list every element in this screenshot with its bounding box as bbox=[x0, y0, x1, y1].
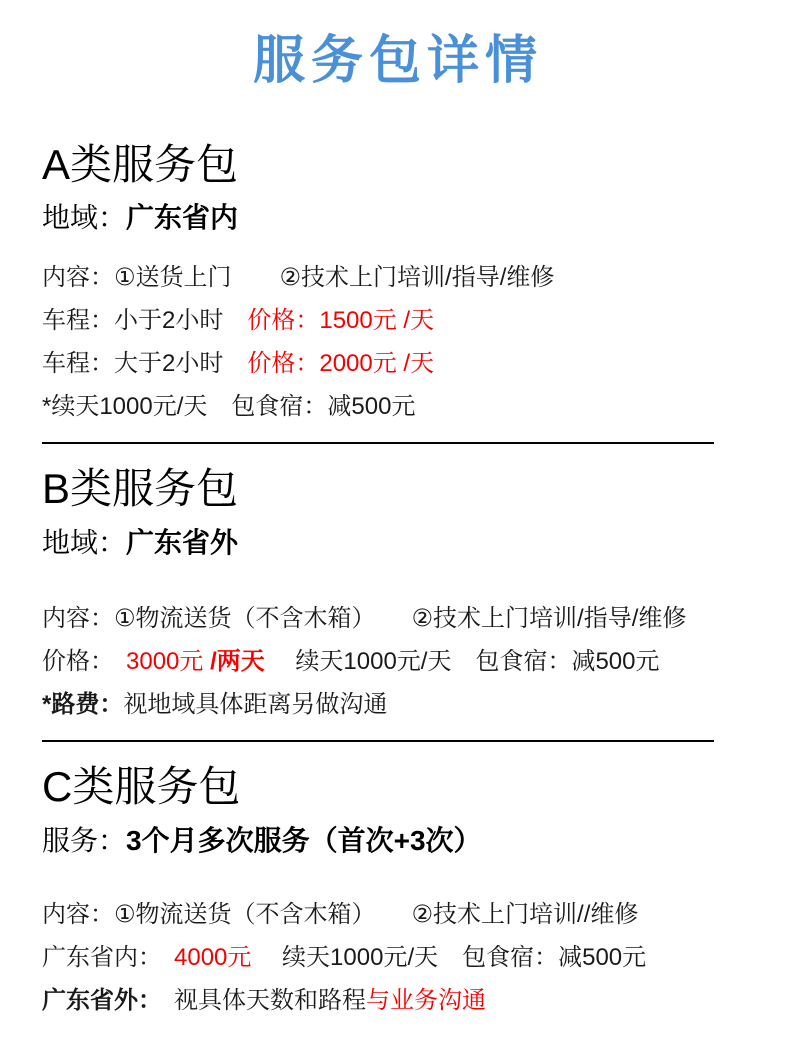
text-segment: 续天1000元/天 包食宿：减500元 bbox=[251, 943, 647, 971]
text-segment: 视具体天数和路程 bbox=[150, 986, 366, 1014]
region-label: 地域： bbox=[42, 201, 127, 233]
package-b-heading: B类服务包 bbox=[42, 465, 239, 513]
text-segment: 广东省内： bbox=[42, 943, 174, 971]
service-label: 服务： bbox=[42, 824, 127, 856]
text-segment: 视地域具体距离另做沟通 bbox=[123, 691, 388, 719]
text-segment: 价格： bbox=[42, 648, 126, 676]
package-c-details bbox=[42, 893, 754, 1022]
text-segment: 续天1000元/天 包食宿：减500元 bbox=[264, 648, 660, 676]
package-c-heading: C类服务包 bbox=[42, 763, 241, 811]
region-label: 地域： bbox=[42, 526, 127, 558]
section-package-b bbox=[42, 464, 754, 726]
section-package-c bbox=[42, 762, 754, 1022]
price-line bbox=[42, 299, 754, 342]
text-segment: 车程：小于2小时 bbox=[42, 307, 248, 335]
text-segment: 内容：①送货上门 ②技术上门培训/指导/维修 bbox=[42, 264, 555, 292]
text-segment: 内容：①物流送货（不含木箱） ②技术上门培训/指导/维修 bbox=[42, 605, 687, 633]
note-label: *路费： bbox=[42, 691, 124, 719]
price-line bbox=[42, 640, 754, 683]
price-text: 价格：2000元 /天 bbox=[247, 350, 435, 378]
price-text: 3000元 bbox=[126, 648, 211, 676]
region-value: 广东省外 bbox=[126, 526, 239, 558]
text-segment: *续天1000元/天 包食宿：减500元 bbox=[42, 393, 416, 421]
content-line bbox=[42, 893, 754, 936]
price-line bbox=[42, 936, 754, 979]
package-b-region-line bbox=[42, 525, 754, 561]
text-segment: 内容：①物流送货（不含木箱） ②技术上门培训//维修 bbox=[42, 900, 639, 928]
price-text: 4000元 bbox=[174, 943, 252, 971]
region-label: 广东省外： bbox=[42, 986, 150, 1014]
service-value: 3个月多次服务（首次+3次） bbox=[126, 824, 482, 856]
package-a-details bbox=[42, 256, 754, 428]
highlight-text: 与业务沟通 bbox=[366, 986, 486, 1014]
price-line bbox=[42, 342, 754, 385]
content-line bbox=[42, 256, 754, 299]
package-b-details bbox=[42, 597, 754, 726]
text-segment: 车程：大于2小时 bbox=[42, 350, 248, 378]
page-title: 服务包详情 bbox=[252, 32, 543, 90]
package-a-region-line bbox=[42, 200, 754, 236]
price-unit-text: /两天 bbox=[210, 648, 265, 676]
package-a-heading: A类服务包 bbox=[42, 140, 239, 188]
price-text: 价格：1500元 /天 bbox=[247, 307, 435, 335]
package-c-service-line bbox=[42, 823, 754, 859]
note-line bbox=[42, 385, 754, 428]
note-line bbox=[42, 683, 754, 726]
note-line bbox=[42, 979, 754, 1022]
section-divider bbox=[42, 442, 714, 444]
section-package-a bbox=[42, 140, 754, 429]
section-divider bbox=[42, 740, 714, 742]
content-line bbox=[42, 597, 754, 640]
region-value: 广东省内 bbox=[126, 201, 239, 233]
